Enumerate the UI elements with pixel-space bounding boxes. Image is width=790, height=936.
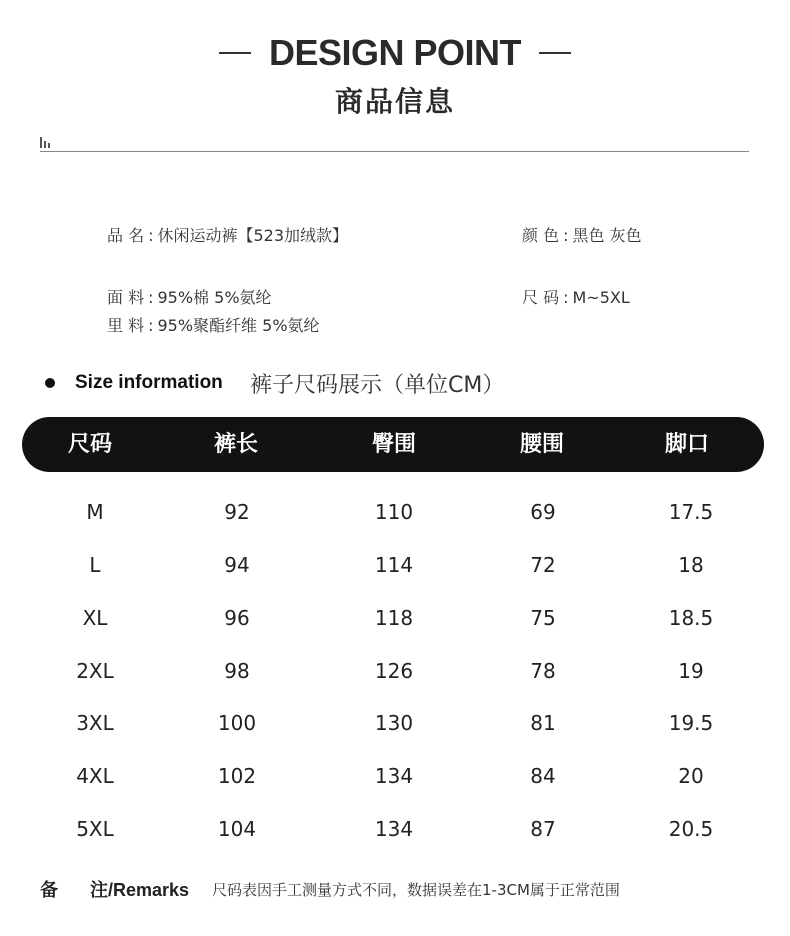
table-cell: 126 <box>374 659 414 683</box>
size-table-header <box>22 417 764 472</box>
header-cell-hem: 脚口 <box>664 432 709 457</box>
bullet-dot-icon <box>45 378 55 388</box>
product-color-value: 黑色 灰色 <box>572 226 642 245</box>
product-size-label: 尺 码 <box>522 288 560 307</box>
size-info-title-zh: 裤子尺码展示（单位CM） <box>250 373 505 398</box>
size-info-title-en: Size information <box>75 372 223 393</box>
rule-ticks-decoration <box>40 136 52 148</box>
product-fabric-label: 面 料 <box>107 288 145 307</box>
table-cell: 18 <box>678 553 704 577</box>
remarks-label-zh: 备 <box>40 880 58 901</box>
table-cell: 81 <box>530 711 556 735</box>
table-cell: 19.5 <box>668 711 714 735</box>
table-cell: 75 <box>530 606 556 630</box>
table-cell: 98 <box>224 659 250 683</box>
table-cell: 17.5 <box>668 500 714 524</box>
remarks-text: 尺码表因手工测量方式不同，数据误差在1-3CM属于正常范围 <box>212 881 620 899</box>
remarks-label: 注/Remarks <box>90 880 190 900</box>
table-cell: 96 <box>224 606 250 630</box>
divider-line <box>40 151 749 152</box>
title-dash-left <box>219 52 251 54</box>
product-size-value: M~5XL <box>572 288 630 307</box>
table-cell: 72 <box>530 553 556 577</box>
table-cell: L <box>89 553 101 577</box>
title-row <box>0 30 790 76</box>
table-cell: 20 <box>678 764 704 788</box>
table-cell: XL <box>82 606 108 630</box>
table-cell: 102 <box>217 764 257 788</box>
product-size-row: 尺 码 : M~5XL <box>522 285 630 308</box>
product-lining-label: 里 料 <box>107 316 145 335</box>
table-cell: 20.5 <box>668 817 714 841</box>
table-cell: 130 <box>374 711 414 735</box>
product-name-row: 品 名 : 休闲运动裤【523加绒款】 <box>107 223 348 246</box>
product-fabric-row: 面 料 : 95%棉 5%氨纶 <box>107 285 272 308</box>
table-cell: 87 <box>530 817 556 841</box>
product-color-label: 颜 色 <box>522 226 560 245</box>
table-cell: 78 <box>530 659 556 683</box>
table-cell: 69 <box>530 500 556 524</box>
table-cell: 104 <box>217 817 257 841</box>
product-color-row: 颜 色 : 黑色 灰色 <box>522 223 642 246</box>
page-title: DESIGN POINT <box>268 32 522 73</box>
table-cell: 5XL <box>76 817 114 841</box>
table-cell: 3XL <box>76 711 114 735</box>
table-cell: 84 <box>530 764 556 788</box>
header-cell-length: 裤长 <box>213 432 258 457</box>
table-cell: 110 <box>374 500 414 524</box>
product-fabric-value: 95%棉 5%氨纶 <box>157 288 272 307</box>
table-cell: 19 <box>678 659 704 683</box>
table-cell: 92 <box>224 500 250 524</box>
table-cell: 100 <box>217 711 257 735</box>
product-name-label: 品 名 <box>107 226 145 245</box>
table-cell: 114 <box>374 553 414 577</box>
table-cell: 2XL <box>76 659 114 683</box>
table-cell: 118 <box>374 606 414 630</box>
table-cell: 134 <box>374 817 414 841</box>
page-subtitle: 商品信息 <box>334 85 455 118</box>
table-cell: M <box>86 500 104 524</box>
table-cell: 18.5 <box>668 606 714 630</box>
header-cell-hip: 臀围 <box>371 432 416 457</box>
product-lining-value: 95%聚酯纤维 5%氨纶 <box>157 316 320 335</box>
header-cell-size: 尺码 <box>67 432 112 457</box>
table-cell: 134 <box>374 764 414 788</box>
product-name-value: 休闲运动裤【523加绒款】 <box>157 226 349 245</box>
product-lining-row: 里 料 : 95%聚酯纤维 5%氨纶 <box>107 313 320 336</box>
table-cell: 94 <box>224 553 250 577</box>
header-cell-waist: 腰围 <box>519 432 564 457</box>
title-dash-right <box>539 52 571 54</box>
table-cell: 4XL <box>76 764 114 788</box>
